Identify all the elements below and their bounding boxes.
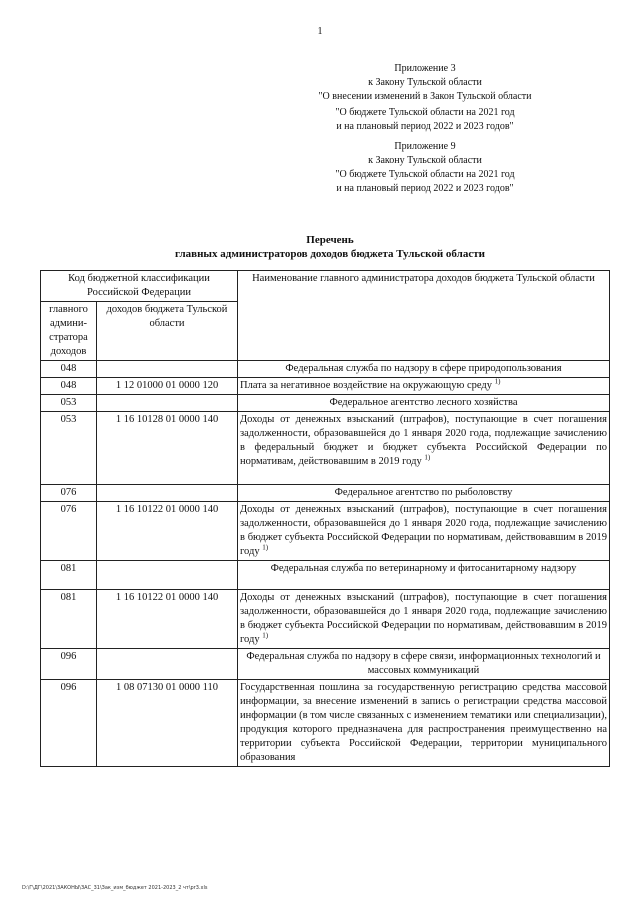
table-header-row <box>41 271 610 302</box>
name-cell <box>238 680 610 767</box>
appendix-3-line: Приложение 3 <box>394 63 456 74</box>
name-text: Доходы от денежных взысканий (штрафов), поступающие в счет погашения задолженности, образовавшейся до 1 января 2020 года, подлежащие зачислению в бюджет субъекта Российской Федерации по нормативам, действовавшим в 2019 году <box>240 504 607 557</box>
table-row <box>41 485 610 502</box>
name-cell <box>238 561 610 590</box>
name-cell <box>238 649 610 680</box>
income-code-cell: 1 16 10122 01 0000 140 <box>97 590 238 649</box>
appendix-3-line: и на плановый период 2022 и 2023 годов" <box>336 121 514 132</box>
admin-code-cell: 076 <box>41 485 97 502</box>
footnote-mark: 1) <box>262 543 269 552</box>
footnote-mark: 1) <box>494 377 501 386</box>
page-number: 1 <box>317 26 323 37</box>
table-row <box>41 395 610 412</box>
admin-code-cell: 053 <box>41 395 97 412</box>
table-row <box>41 590 610 649</box>
appendix-9-caption <box>290 140 560 196</box>
name-cell <box>238 378 610 395</box>
appendix-9-line: к Закону Тульской области <box>368 155 482 166</box>
income-code-cell <box>97 649 238 680</box>
name-text: Федеральная служба по надзору в сфере природопользования <box>285 363 562 374</box>
name-text: Доходы от денежных взысканий (штрафов), поступающие в счет погашения задолженности, образовавшейся до 1 января 2020 года, подлежащие зачислению в федеральный бюджет и бюджет субъекта Российской Федерации по нормативам, действовавшим в 2019 году <box>240 414 607 467</box>
admin-code-cell: 081 <box>41 590 97 649</box>
appendix-3-line: "О бюджете Тульской области на 2021 год <box>335 107 515 118</box>
income-code-cell <box>97 485 238 502</box>
name-text: Федеральное агентство лесного хозяйства <box>329 397 518 408</box>
income-code-header: доходов бюджета Тульской области <box>97 302 238 361</box>
name-cell <box>238 590 610 649</box>
file-path-footer: D:\Г\ДГ\2021\ЗАКОНЫ\ЗАС_31\Зак_изм_бюджет 2021-2023_2 чт\pr3.xls <box>22 885 208 891</box>
appendix-3-caption <box>290 62 560 134</box>
appendix-3-line: "О внесении изменений в Закон Тульской области <box>318 91 532 102</box>
income-code-cell: 1 12 01000 01 0000 120 <box>97 378 238 395</box>
name-text: Государственная пошлина за государственную регистрацию средства массовой информации, за внесение изменений в запись о регистрации средства массовой информации (в том числе связанных с изменением тематики или специализации), продукция которого предназначена для распространения преимущественно на территории субъекта Российской Федерации, территории муниципального образования <box>240 682 607 763</box>
admin-code-header: главного админи-стратора доходов <box>41 302 97 361</box>
admin-code-cell: 048 <box>41 378 97 395</box>
table-row <box>41 412 610 485</box>
title-line-1: Перечень <box>306 234 354 246</box>
admin-code-cell: 048 <box>41 361 97 378</box>
name-cell <box>238 502 610 561</box>
footnote-mark: 1) <box>424 453 431 462</box>
administrators-table <box>40 270 610 767</box>
income-code-cell: 1 08 07130 01 0000 110 <box>97 680 238 767</box>
name-cell <box>238 485 610 502</box>
name-text: Федеральная служба по надзору в сфере связи, информационных технологий и массовых коммуникаций <box>246 651 601 676</box>
name-text: Плата за негативное воздействие на окружающую среду <box>240 380 492 391</box>
admin-code-cell: 096 <box>41 649 97 680</box>
appendix-9-line: "О бюджете Тульской области на 2021 год <box>335 169 515 180</box>
name-cell <box>238 412 610 485</box>
name-text: Доходы от денежных взысканий (штрафов), поступающие в счет погашения задолженности, образовавшейся до 1 января 2020 года, подлежащие зачислению в бюджет субъекта Российской Федерации по нормативам, действовавшим в 2019 году <box>240 592 607 645</box>
name-text: Федеральная служба по ветеринарному и фитосанитарному надзору <box>270 563 577 574</box>
table-row <box>41 561 610 590</box>
income-code-cell: 1 16 10122 01 0000 140 <box>97 502 238 561</box>
appendix-9-line: и на плановый период 2022 и 2023 годов" <box>336 183 514 194</box>
table-row <box>41 378 610 395</box>
name-cell <box>238 361 610 378</box>
table-row <box>41 502 610 561</box>
admin-code-cell: 096 <box>41 680 97 767</box>
income-code-cell: 1 16 10128 01 0000 140 <box>97 412 238 485</box>
table-row <box>41 361 610 378</box>
name-text: Федеральное агентство по рыболовству <box>334 487 513 498</box>
table-row <box>41 680 610 767</box>
document-title <box>0 233 640 261</box>
name-cell <box>238 395 610 412</box>
admin-code-cell: 053 <box>41 412 97 485</box>
footnote-mark: 1) <box>262 631 269 640</box>
income-code-cell <box>97 395 238 412</box>
admin-code-cell: 081 <box>41 561 97 590</box>
income-code-cell <box>97 561 238 590</box>
income-code-cell <box>97 361 238 378</box>
admin-code-cell: 076 <box>41 502 97 561</box>
appendix-9-line: Приложение 9 <box>394 141 456 152</box>
name-column-header: Наименование главного администратора доходов бюджета Тульской области <box>238 271 610 361</box>
code-group-header: Код бюджетной классификации Российской Федерации <box>41 271 238 302</box>
title-line-2: главных администраторов доходов бюджета Тульской области <box>175 248 485 260</box>
appendix-3-line: к Закону Тульской области <box>368 77 482 88</box>
table-row <box>41 649 610 680</box>
